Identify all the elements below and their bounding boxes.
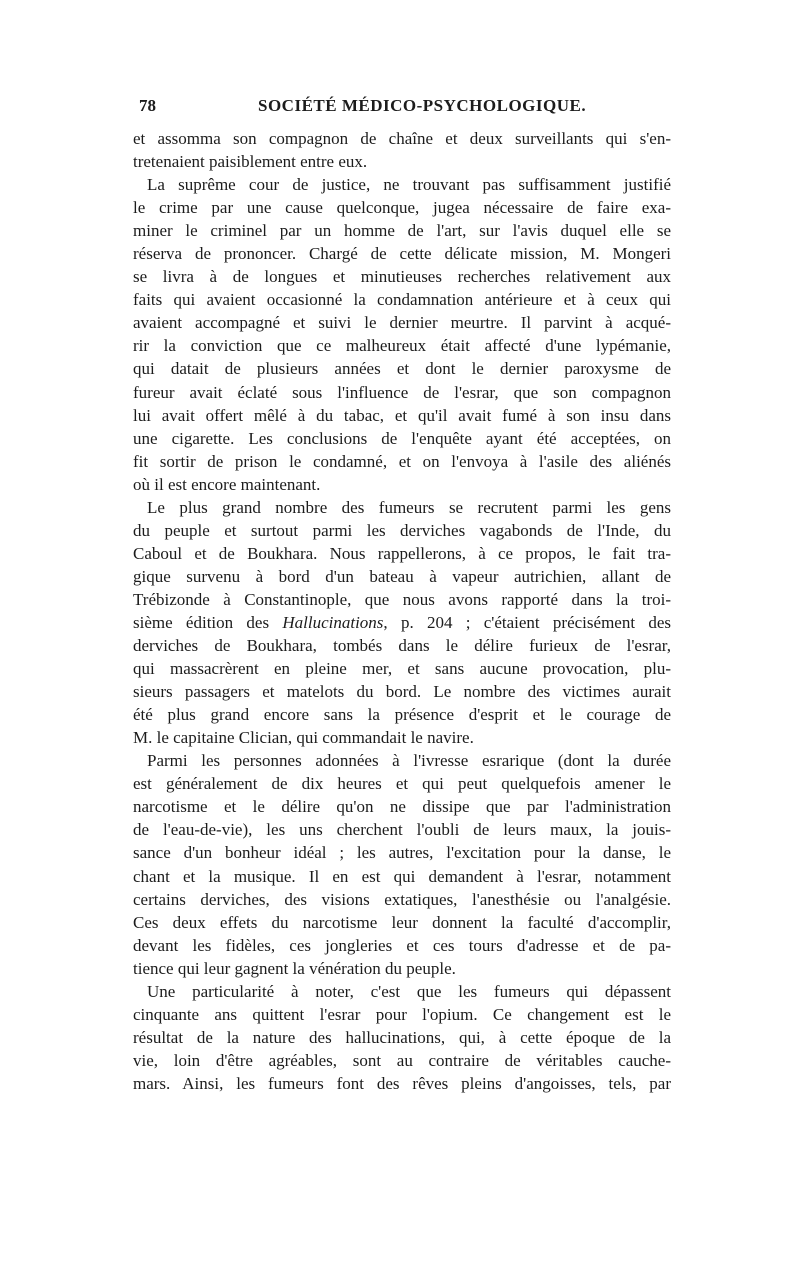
text-line: Caboul et de Boukhara. Nous rappellerons, à ce propos, le fait tra-	[133, 543, 671, 563]
text-line: sance d'un bonheur idéal ; les autres, l'excitation pour la danse, le	[133, 843, 671, 863]
body-text	[133, 127, 671, 1095]
text-line: sieurs passagers et matelots du bord. Le nombre des victimes aurait	[133, 682, 671, 702]
text-line: derviches de Boukhara, tombés dans le délire furieux de l'esrar,	[133, 636, 671, 656]
text-line: sième édition des Hallucinations, p. 204 ; c'étaient précisément des	[133, 612, 671, 632]
text-line: est généralement de dix heures et qui peut quelquefois amener le	[133, 774, 671, 794]
text-line: lui avait offert mêlé à du tabac, et qu'il avait fumé à son insu dans	[133, 405, 671, 425]
text-line: narcotisme et le délire qu'on ne dissipe que par l'administration	[133, 797, 671, 817]
book-title-italic: Hallucinations	[282, 612, 384, 632]
text-line: miner le criminel par un homme de l'art, sur l'avis duquel elle se	[133, 221, 671, 241]
text-line: une cigarette. Les conclusions de l'enquête ayant été acceptées, on	[133, 428, 671, 448]
text-line: le crime par une cause quelconque, jugea nécessaire de faire exa-	[133, 198, 671, 218]
text-line: été plus grand encore sans la présence d'esprit et le courage de	[133, 705, 671, 725]
text-line: Ces deux effets du narcotisme leur donnent la faculté d'accomplir,	[133, 912, 671, 932]
text-line: gique survenu à bord d'un bateau à vapeur autrichien, allant de	[133, 566, 671, 586]
page-number: 78	[139, 96, 156, 115]
text-line: rir la conviction que ce malheureux était affecté d'une lypémanie,	[133, 336, 671, 356]
text-line: du peuple et surtout parmi les derviches vagabonds de l'Inde, du	[133, 520, 671, 540]
journal-title: SOCIÉTÉ MÉDICO-PSYCHOLOGIQUE.	[258, 96, 587, 115]
text-line: M. le capitaine Clician, qui commandait le navire.	[133, 728, 474, 748]
text-line: de l'eau-de-vie), les uns cherchent l'oubli de leurs maux, la jouis-	[133, 820, 671, 840]
text-line: Parmi les personnes adonnées à l'ivresse esrarique (dont la durée	[147, 751, 671, 771]
text-line: mars. Ainsi, les fumeurs font des rêves pleins d'angoisses, tels, par	[133, 1073, 671, 1093]
text-line: vie, loin d'être agréables, sont au contraire de véritables cauche-	[133, 1050, 671, 1070]
text-line: faits qui avaient occasionné la condamnation antérieure et à ceux qui	[133, 290, 671, 310]
text-line: Une particularité à noter, c'est que les fumeurs qui dépassent	[147, 981, 671, 1001]
text-line: Trébizonde à Constantinople, que nous avons rapporté dans la troi-	[133, 589, 671, 609]
text-line: fureur avait éclaté sous l'influence de l'esrar, que son compagnon	[133, 382, 671, 402]
text-line: qui datait de plusieurs années et dont le dernier paroxysme de	[133, 359, 671, 379]
text-line: certains derviches, des visions extatiques, l'anesthésie ou l'analgésie.	[133, 889, 671, 909]
text-line: cinquante ans quittent l'esrar pour l'opium. Ce changement est le	[133, 1004, 671, 1024]
text-line: se livra à de longues et minutieuses recherches relativement aux	[133, 267, 671, 287]
text-line: et assomma son compagnon de chaîne et deux surveillants qui s'en-	[133, 129, 671, 148]
text-line: tretenaient paisiblement entre eux.	[133, 152, 368, 172]
text-line: tience qui leur gagnent la vénération du peuple.	[133, 958, 456, 978]
text-line: où il est encore maintenant.	[133, 474, 321, 494]
text-line: qui massacrèrent en pleine mer, et sans aucune provocation, plu-	[133, 659, 671, 679]
text-line: résultat de la nature des hallucinations, qui, à cette époque de la	[133, 1027, 671, 1047]
running-head	[133, 93, 671, 119]
text-line: Le plus grand nombre des fumeurs se recrutent parmi les gens	[147, 497, 671, 517]
text-line: avaient accompagné et suivi le dernier meurtre. Il parvint à acqué-	[133, 313, 671, 333]
text-line: chant et la musique. Il en est qui demandent à l'esrar, notamment	[133, 866, 671, 886]
text-line: réserva de prononcer. Chargé de cette délicate mission, M. Mongeri	[133, 244, 671, 264]
text-line: fit sortir de prison le condamné, et on l'envoya à l'asile des aliénés	[133, 451, 671, 471]
text-line: La suprême cour de justice, ne trouvant pas suffisamment justifié	[147, 175, 671, 195]
text-line: devant les fidèles, ces jongleries et ces tours d'adresse et de pa-	[133, 935, 671, 955]
